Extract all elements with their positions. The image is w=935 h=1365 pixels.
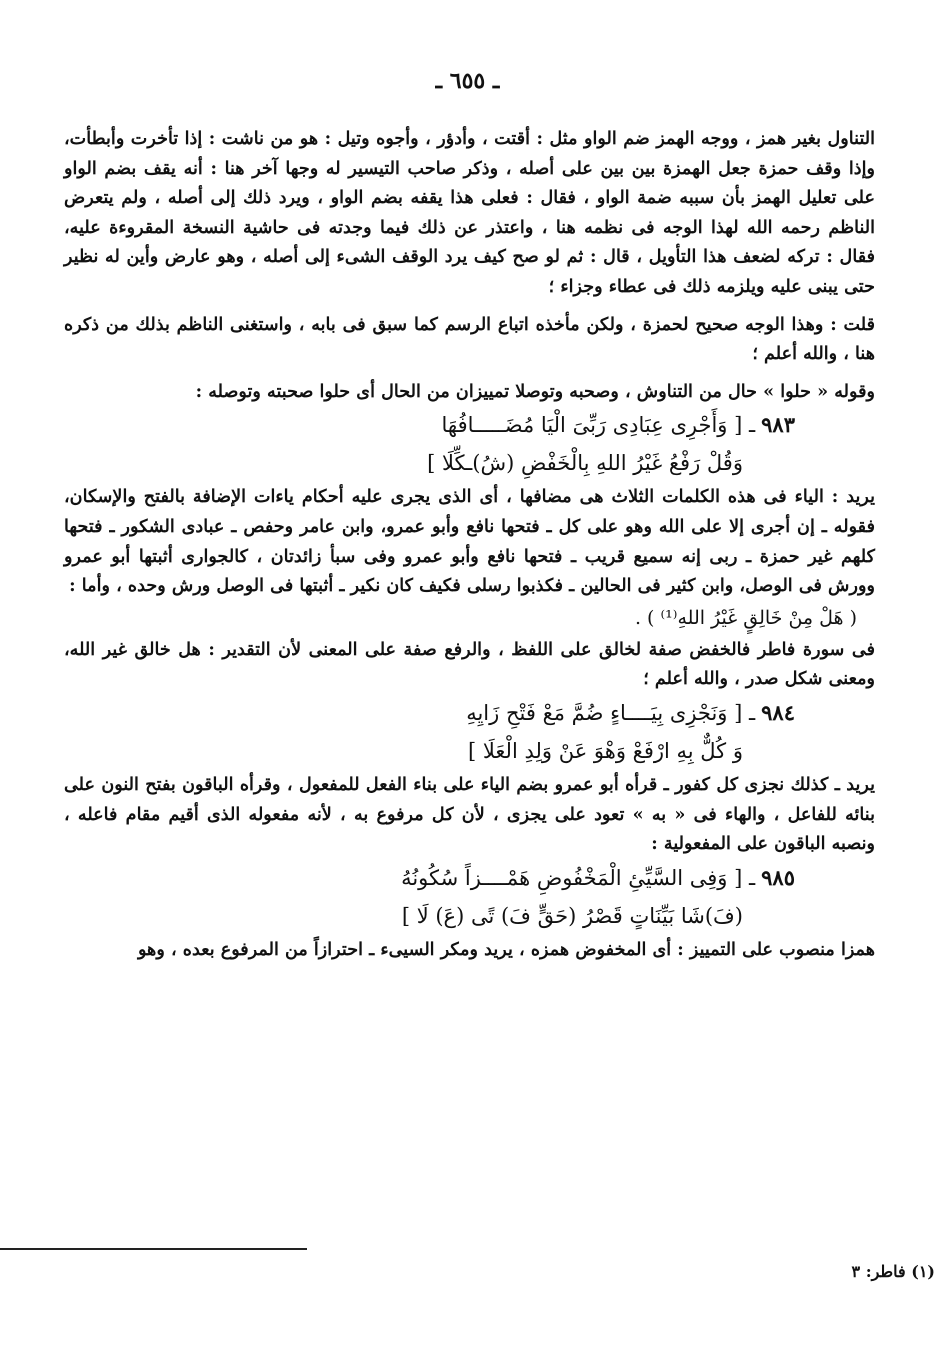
paragraph-explanation: وقوله « حلوا » حال من التناوش ، وصحبه وتوصلا تمييزان من الحال أى حلوا صحبته وتوصله : — [195, 380, 875, 402]
verse-number: ٩٨٥ — [761, 864, 795, 890]
verse-line-2: وَقُلْ رَفْعُ غَيْرُ اللهِ بِالْخَفْضِ (شُ)ـكِّلَا ] — [427, 451, 743, 476]
paragraph-intro: التناول بغير همز ، ووجه الهمز ضم الواو مثل : أقتت ، وأدؤر ، وأجوه وتيل : هو من ناشت : إذا تأخرت وأبطأت، وإذا وقف حمزة جعل الهمزة بين بين على أصله ، وذكر صاحب التيسير له وجها آخر هنا : أنه يقف بضم الواو على تعليل الهمز بأن سببه ضمة الواو ، فقال : فعلى هذا يقفه بضم الواو ، ويرد ذلك إلى أصله ، ولم يتعرض الناظم رحمه الله لهذا الوجه فى نظمه هنا ، واعتذر عن ذلك فيما وجدته فى حاشية النسخة المقروءة عليه، فقال : تركه لضعف هذا التأويل ، قال : ثم لو صح كيف يرد الوقف الشىء إلى أصله ، وهو عارض وأين له نظير حتى يبنى عليه ويلزمه ذلك فى عطاء وجزاء ؛ — [64, 128, 875, 297]
page-body — [64, 124, 875, 964]
verse-985 — [64, 859, 875, 935]
verse-number: ٩٨٣ — [761, 412, 795, 438]
footnote-divider — [0, 1248, 307, 1250]
paragraph-commentary-985: همزا منصوب على التمييز : أى المخفوض همزه ، يريد ومكر السيىء ـ احترازاً من المرفوع بعده ، وهو — [137, 938, 875, 960]
footnote: (١) فاطر: ٣ — [851, 1262, 935, 1281]
paragraph-comment: قلت : وهذا الوجه صحيح لحمزة ، ولكن مأخذه اتباع الرسم كما سبق فى بابه ، واستغنى الناظم بذلك من ذكره هنا ، والله أعلم ؛ — [64, 313, 875, 365]
verse-line-1: ـ [ وَأَجْرِى عِبَادِى رَبِّىَ الْيَا مُضَـــــافُهَا — [441, 413, 756, 438]
paragraph-commentary-983: يريد : الياء فى هذه الكلمات الثلاث هى مضافها ، أى الذى يجرى عليه أحكام ياءات الإضافة بالفتح والإسكان، فقوله ـ إن أجرى إلا على الله وهو على كل ـ فتحها نافع وأبو عمرو، وابن عامر وحفص ـ عبادى الشكور ـ فتحها كلهم غير حمزة ـ ربى إنه سميع قريب ـ فتحها نافع وأبو عمرو وفى سبأ زائدتان ، كالجوارى أثبتها أبو عمرو وورش فى الوصل، وابن كثير فى الحالين ـ فكذبوا رسلى فكيف كان نكير ـ أثبتها فى الوصل ورش وحده ، وأما : — [64, 486, 875, 597]
page-number: ـ ٦٥٥ ـ — [435, 68, 500, 94]
verse-983 — [64, 406, 875, 482]
verse-line-2: (فَ)شَا بَيِّنَاتٍ قَصْرُ (حَقٍّ فَ) تًى (عَ) لَا ] — [401, 903, 743, 928]
paragraph-commentary-984: يريد ـ كذلك نجزى كل كفور ـ قرأه أبو عمرو بضم الياء على بناء الفعل للمفعول ، وقرأه الباقون بفتح النون على بنائه للفاعل ، والهاء فى « به » تعود على يجزى ، لأن كل مرفوع به ، لأنه مفعوله الذى أقيم مقام فاعله ، ونصبه الباقون على المفعولية : — [64, 773, 875, 855]
verse-line-1: ـ [ وَنَجْزِى بِيَــــاءٍ ضُمَّ مَعْ فَتْحِ زَايِهِ — [466, 700, 756, 725]
verse-984 — [64, 694, 875, 770]
verse-line-1: ـ [ وَفِى السَّيِّئِ الْمَخْفُوضِ هَمْــــزاً سُكُونُهُ — [401, 865, 756, 890]
paragraph-fatir: فى سورة فاطر فالخفض صفة لخالق على اللفظ ، والرفع صفة على المعنى لأن التقدير : هل خالق غير الله، ومعنى شكل صدر ، والله أعلم ؛ — [64, 638, 875, 690]
quran-quote: ( هَلْ مِنْ خَالِقٍ غَيْرُ اللهِ⁽¹⁾ ) . — [634, 606, 857, 629]
verse-number: ٩٨٤ — [761, 699, 795, 725]
verse-line-2: وَ كُلٌّ بِهِ ارْفَعْ وَهْوَ عَنْ وَلِدِ الْعَلَا ] — [468, 738, 743, 763]
